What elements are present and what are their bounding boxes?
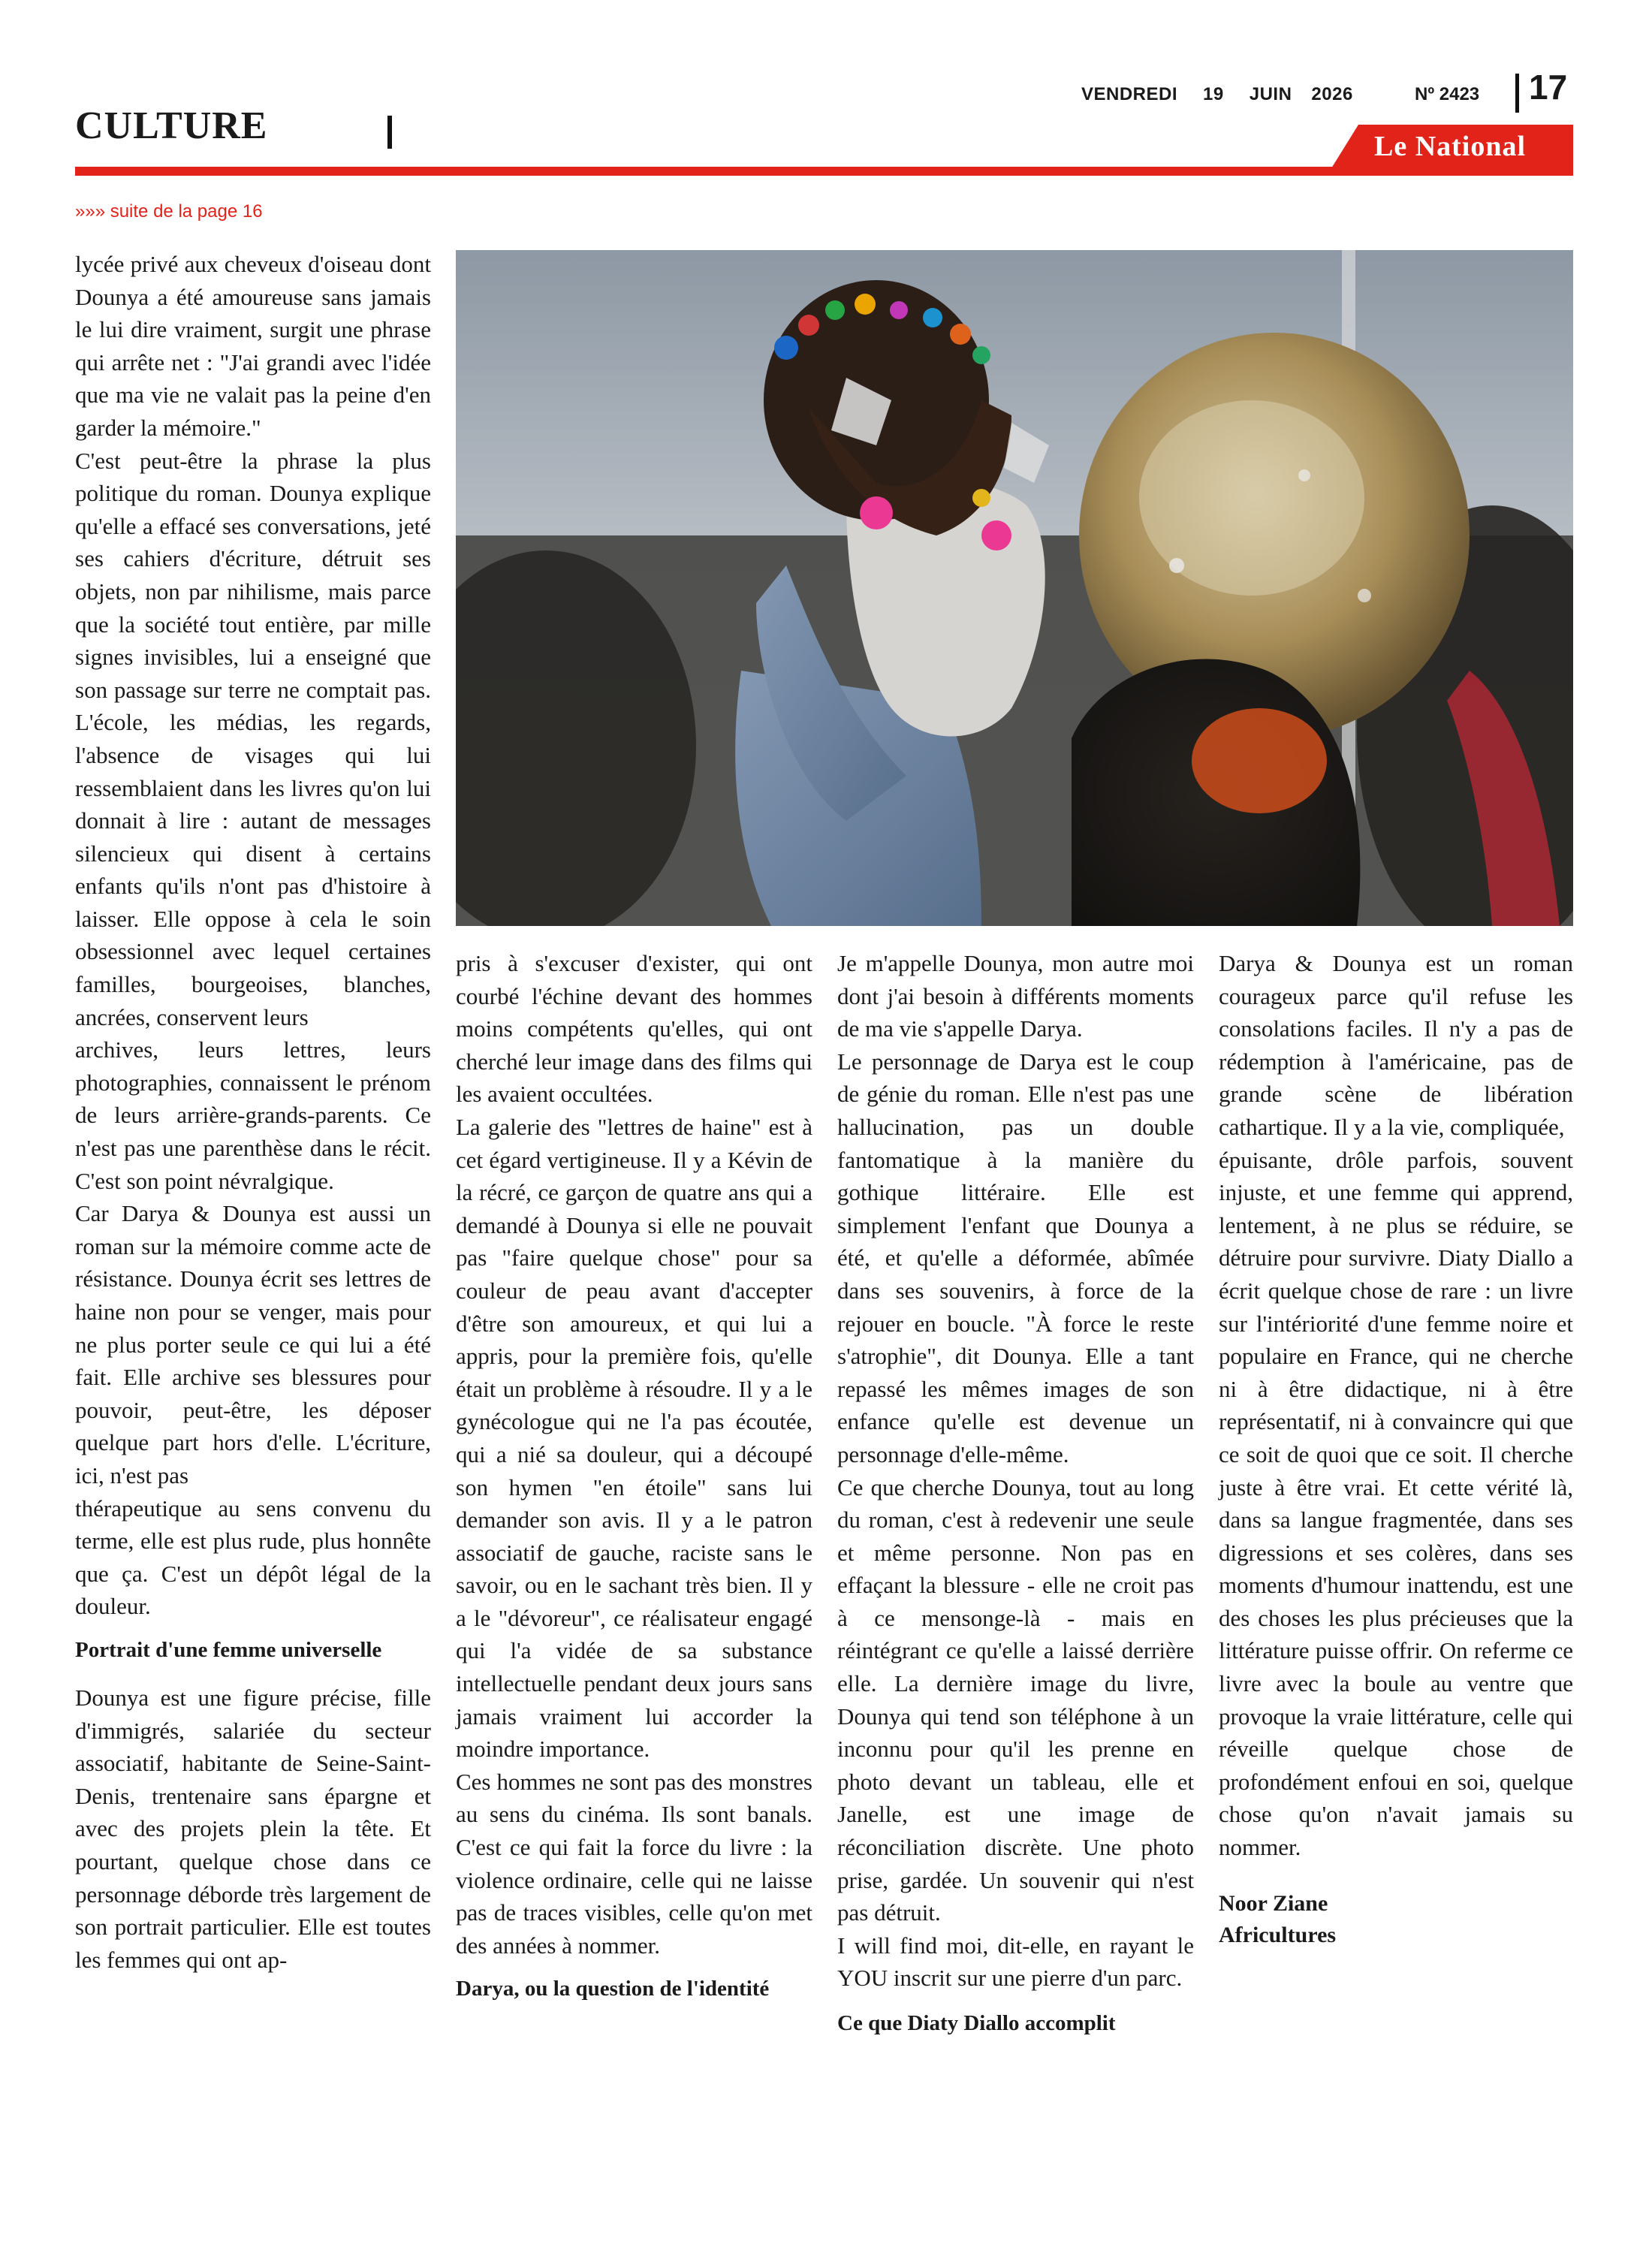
festival-photo-icon xyxy=(456,250,1573,926)
subheading-portrait: Portrait d'une femme universelle xyxy=(75,1637,382,1662)
issue-date xyxy=(1081,84,1353,105)
subheading-darya: Darya, ou la question de l'identité xyxy=(456,1977,770,2001)
paragraph: Dounya est une figure précise, fille d'immigrés, salariée du secteur associatif, habitante de Seine-Saint-Denis, trentenaire sans épargne et avec des projets plein la tête. Et pourtant, quelque chose dans ce personnage déborde très largement de son portrait particulier. Elle est toutes les femmes qui ont ap- xyxy=(75,1684,431,1973)
issue-number: Nº 2423 xyxy=(1415,84,1480,104)
subheading-accomplit: Ce que Diaty Diallo accomplit xyxy=(837,2011,1116,2035)
continuation-link[interactable]: »»» suite de la page 16 xyxy=(75,201,263,222)
article-column-4 xyxy=(1219,947,1573,1951)
article-photo xyxy=(456,250,1573,926)
section-divider xyxy=(387,116,392,149)
byline xyxy=(1219,1888,1573,1951)
paragraph: Car Darya & Dounya est aussi un roman sur la mémoire comme acte de résistance. Dounya écrit ses lettres de haine non pour se venger, mais pour ne plus porter seule ce qui lui a été fait. Elle archive ses blessures pour pouvoir, peut-être, les déposer quelque part hors d'elle. L'écriture, ici, n'est pas xyxy=(75,1200,431,1488)
author-source: Africultures xyxy=(1219,1922,1337,1947)
paragraph: archives, leurs lettres, leurs photographies, connaissent le prénom de leurs arrière-grands-parents. Ce n'est pas une parenthèse dans le récit. C'est son point névralgique. xyxy=(75,1036,431,1194)
issue-day: VENDREDI xyxy=(1081,84,1178,104)
paragraph: Je m'appelle Dounya, mon autre moi dont j'ai besoin à différents moments de ma vie s'appelle Darya. xyxy=(837,950,1194,1042)
paragraph: La galerie des "lettres de haine" est à cet égard vertigineuse. Il y a Kévin de la récré, ce garçon de quatre ans qui a demandé à Dounya si elle ne pouvait pas "faire quelque chose" pour sa couleur de peau avant d'accepter d'être son amoureux, et qui lui a appris, pour la première fois, qu'elle était un problème à résoudre. Il y a le gynécologue qui ne l'a pas écoutée, qui a nié sa douleur, qui a découpé son hymen "en étoile" sans lui demander son avis. Il y a le patron associatif de gauche, raciste sans le savoir, ou en le sachant très bien. Il y a le "dévoreur", ce réalisateur engagé qui l'a vidée de sa substance intellectuelle pendant deux jours sans jamais vraiment lui accorder la moindre importance. xyxy=(456,1113,812,1763)
page-number: 17 xyxy=(1529,68,1568,107)
paragraph: Darya & Dounya est un roman courageux parce qu'il refuse les consolations faciles. Il n'y a pas de rédemption à l'américaine, pas de grande scène de libération cathartique. Il y a la vie, compliquée, xyxy=(1219,950,1573,1140)
issue-year: 2026 xyxy=(1311,84,1353,104)
article-column-2 xyxy=(456,947,812,2004)
author-name: Noor Ziane xyxy=(1219,1890,1328,1916)
header-divider xyxy=(1515,74,1519,113)
paragraph: thérapeutique au sens convenu du terme, elle est plus rude, plus honnête que ça. C'est un dépôt légal de la douleur. xyxy=(75,1494,431,1620)
paragraph: Le personnage de Darya est le coup de génie du roman. Elle n'est pas une hallucination, pas un double fantomatique à la manière du gothique littéraire. Elle est simplement l'enfant que Dounya a été, et qu'elle a déformée, abîmée dans ses souvenirs, à force de la rejouer en boucle. "À force le reste s'atrophie", dit Dounya. Elle a tant repassé les mêmes images de son enfance qu'elle est devenue un personnage d'elle-même. xyxy=(837,1048,1194,1467)
paragraph: Ces hommes ne sont pas des monstres au sens du cinéma. Ils sont banals. C'est ce qui fait la force du livre : la violence ordinaire, celle qui ne laisse pas de traces visibles, celle qu'on met des années à nommer. xyxy=(456,1768,812,1959)
paragraph: I will find moi, dit-elle, en rayant le YOU inscrit sur une pierre d'un parc. xyxy=(837,1932,1194,1992)
paragraph: épuisante, drôle parfois, souvent injuste, et une femme qui apprend, lentement, à ne plus se réduire, se détruire pour survivre. Diaty Diallo a écrit quelque chose de rare : un livre sur l'intériorité d'une femme noire et populaire en France, qui ne cherche ni à être didactique, ni à être représentatif, ni à convaincre qui que ce soit de quoi que ce soit. Il cherche juste à être vrai. Et cette vérité là, dans sa langue fragmentée, dans ses digressions et ses colères, dans ses moments d'humour inattendu, est une des choses les plus précieuses que la littérature puisse offrir. On referme ce livre avec la boule au ventre que provoque la vraie littérature, celle qui réveille quelque chose de profondément enfoui en soi, quelque chose qu'on n'avait jamais su nommer. xyxy=(1219,1146,1573,1861)
issue-month: JUIN xyxy=(1249,84,1292,104)
header-rule xyxy=(75,167,1573,176)
article-column-3 xyxy=(837,947,1194,2038)
article-column-1 xyxy=(75,248,431,1976)
paragraph: C'est peut-être la phrase la plus politique du roman. Dounya explique qu'elle a effacé ses conversations, jeté ses cahiers d'écriture, détruit ses objets, non par nihilisme, mais parce que la société tout entière, par mille signes invisibles, lui a enseigné que son passage sur terre ne comptait pas. L'école, les médias, les regards, l'absence de visages qui lui ressemblaient dans les livres qu'on lui donnait à lire : autant de messages silencieux qui disent à certains enfants qu'ils n'ont pas d'histoire à laisser. Elle oppose à cela le soin obsessionnel avec lequel certaines familles, bourgeoises, blanches, ancrées, conservent leurs xyxy=(75,447,431,1030)
brand-name: Le National xyxy=(1374,131,1527,162)
paragraph: lycée privé aux cheveux d'oiseau dont Dounya a été amoureuse sans jamais le lui dire vraiment, surgit une phrase qui arrête net : "J'ai grandi avec l'idée que ma vie ne valait pas la peine d'en garder la mémoire." xyxy=(75,251,431,441)
paragraph: Ce que cherche Dounya, tout au long du roman, c'est à redevenir une seule et même personne. Non pas en effaçant la blessure - elle ne croit pas à ce mensonge-là - mais en réintégrant ce qu'elle a laissé derrière elle. La dernière image du livre, Dounya qui tend son téléphone à un inconnu pour qu'il les prenne en photo devant un tableau, elle et Janelle, est une image de réconciliation discrète. Une photo prise, gardée. Un souvenir qui n'est pas détruit. xyxy=(837,1473,1194,1926)
issue-date-day: 19 xyxy=(1203,84,1224,104)
paragraph: pris à s'excuser d'exister, qui ont courbé l'échine devant des hommes moins compétents qu'elles, qui ont cherché leur image dans des films qui les avaient occultées. xyxy=(456,950,812,1108)
section-title: CULTURE xyxy=(75,104,268,147)
